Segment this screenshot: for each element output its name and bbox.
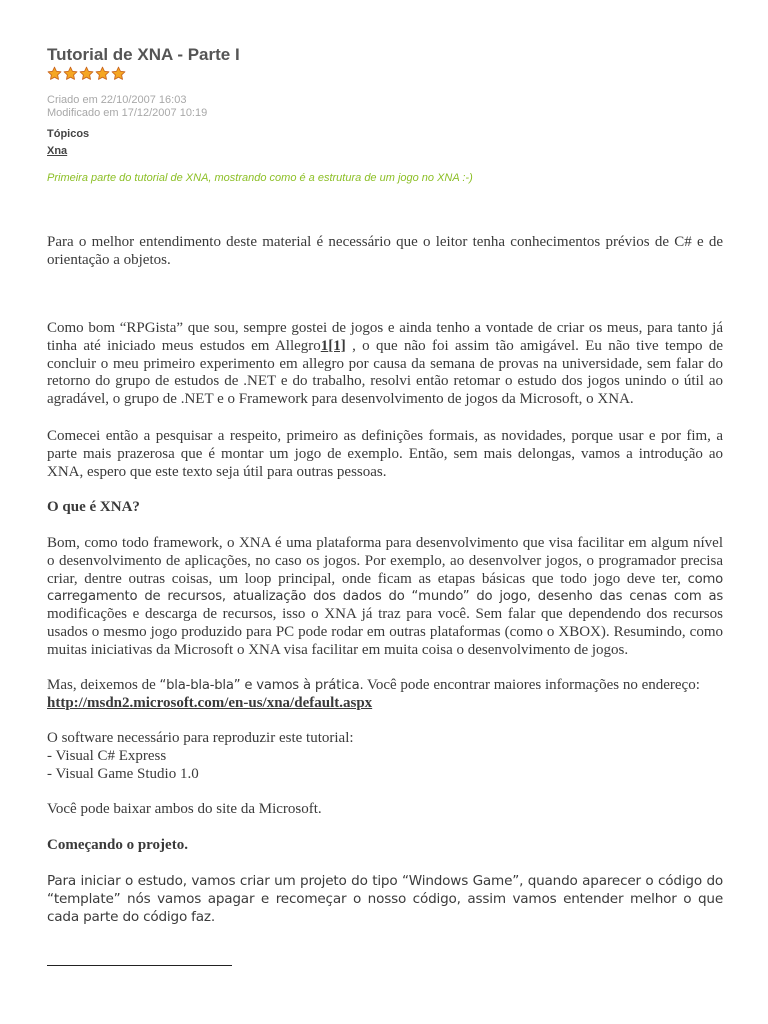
intro-paragraph: Para o melhor entendimento deste material é necessário que o leitor tenha conhecimentos prévios de C# e de orientação a objetos. [47,234,723,268]
rpgista-paragraph [47,320,723,409]
star-icon[interactable] [79,66,94,81]
iniciar-paragraph: Para iniciar o estudo, vamos criar um projeto do tipo “Windows Game”, quando aparecer o código do “template” nós vamos apagar e recomeçar o nosso código, assim vamos entender melhor o que cada parte do código faz. [47,873,723,925]
star-icon[interactable] [95,66,110,81]
created-date: Criado em 22/10/2007 16:03 [47,94,187,106]
article-dates [47,94,723,120]
heading-o-que-e-xna: O que é XNA? [47,499,140,515]
msdn-link[interactable]: http://msdn2.microsoft.com/en-us/xna/default.aspx [47,694,373,711]
mas-text-1: Mas, deixemos de [47,677,160,693]
rpgista-text-start: Como bom “RPGista” que sou, sempre gostei de jogos e ainda tenho a vontade de criar os meus, para tanto já tinha até iniciado meus estudos em Allegro [47,320,723,354]
footnote-ref-number[interactable]: 1 [320,337,329,354]
mas-text-2: Você pode encontrar maiores informações no endereço: [363,677,700,693]
software-paragraph [47,730,723,783]
bom-text-2: modificações e descarga de recursos, isso o XNA já traz para você. Sem falar que dependendo dos recursos usados o mesmo jogo produzido para PC pode rodar em outras plataformas (como o XBOX). Resumindo, como muitas iniciativas da Microsoft o XNA visa facilitar em muita coisa o desenvolvimento de jogos. [47,606,723,658]
software-item: - Visual C# Express [47,747,167,764]
bom-text-mono: como carregamento de recursos, atualização dos dados do “mundo” do jogo, desenho das cenas com as [47,571,723,605]
software-intro: O software necessário para reproduzir este tutorial: [47,730,354,746]
star-icon[interactable] [111,66,126,81]
comecei-paragraph: Comecei então a pesquisar a respeito, primeiro as definições formais, as novidades, porque usar e por fim, a parte mais prazerosa que é montar um jogo de exemplo. Então, sem mais delongas, vamos a introdução ao XNA, espero que este texto seja útil para outras pessoas. [47,428,723,480]
modified-date: Modificado em 17/12/2007 10:19 [47,107,208,119]
star-icon[interactable] [63,66,78,81]
heading-comecando-projeto: Começando o projeto. [47,837,188,853]
rating-stars[interactable] [47,66,723,82]
footnote-ref-link[interactable]: [1] [328,337,346,354]
footnote-divider [47,965,232,966]
bom-text-1: Bom, como todo framework, o XNA é uma plataforma para desenvolvimento que visa facilitar em algum nível o desenvolvimento de aplicações, no caso os jogos. Por exemplo, ao desenvolver jogos, o programador precisa criar, dentre outras coisas, um loop principal, onde ficam as etapas básicas que todo jogo deve ter, [47,535,723,587]
star-icon[interactable] [47,66,62,81]
baixar-paragraph: Você pode baixar ambos do site da Microsoft. [47,801,322,817]
page-title: Tutorial de XNA - Parte I [47,45,240,64]
software-item: - Visual Game Studio 1.0 [47,765,199,782]
topics-label: Tópicos [47,128,90,140]
topic-link-xna[interactable]: Xna [47,145,68,157]
mas-text-mono: “bla-bla-bla” e vamos à prática. [159,678,364,693]
article [47,44,723,925]
article-summary: Primeira parte do tutorial de XNA, mostrando como é a estrutura de um jogo no XNA :-) [47,172,473,184]
rpgista-text-end: , o que não foi assim tão amigável. Eu não tive tempo de concluir o meu primeiro experimento em allegro por causa da semana de provas na universidade, sem falar do retorno do grupo de estudos de .NET e do trabalho, resolvi então retomar o estudo dos jogos unindo o útil ao agradável, o grupo de .NET e o Framework para desenvolvimento de jogos da Microsoft, o XNA. [47,337,723,408]
bom-paragraph [47,535,723,660]
mas-paragraph [47,677,723,713]
